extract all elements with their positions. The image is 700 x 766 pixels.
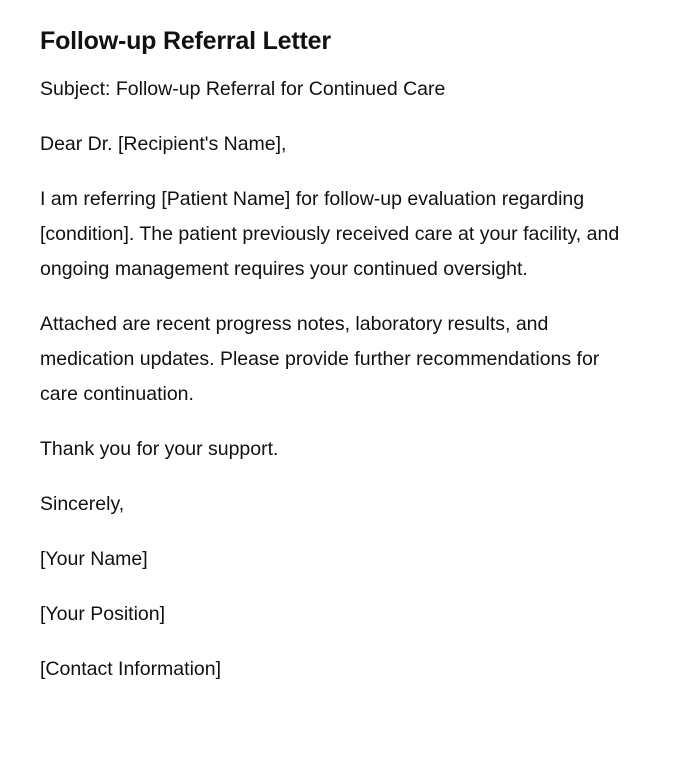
letter-salutation: Dear Dr. [Recipient's Name], [40, 133, 287, 155]
letter-title: Follow-up Referral Letter [40, 27, 331, 55]
letter-subject: Subject: Follow-up Referral for Continued Care [40, 78, 446, 100]
sender-name: [Your Name] [40, 548, 148, 570]
letter-body-paragraph-1: I am referring [Patient Name] for follow-up evaluation regarding [condition]. The patient previously received care at your facility, and ongoing management requires your continued oversight. [40, 188, 620, 280]
letter-closing: Sincerely, [40, 493, 125, 515]
sender-contact: [Contact Information] [40, 658, 222, 680]
sender-position: [Your Position] [40, 603, 166, 625]
letter-thanks: Thank you for your support. [40, 438, 279, 460]
letter-body-paragraph-2: Attached are recent progress notes, laboratory results, and medication updates. Please provide further recommendations for care continuation. [40, 313, 600, 405]
